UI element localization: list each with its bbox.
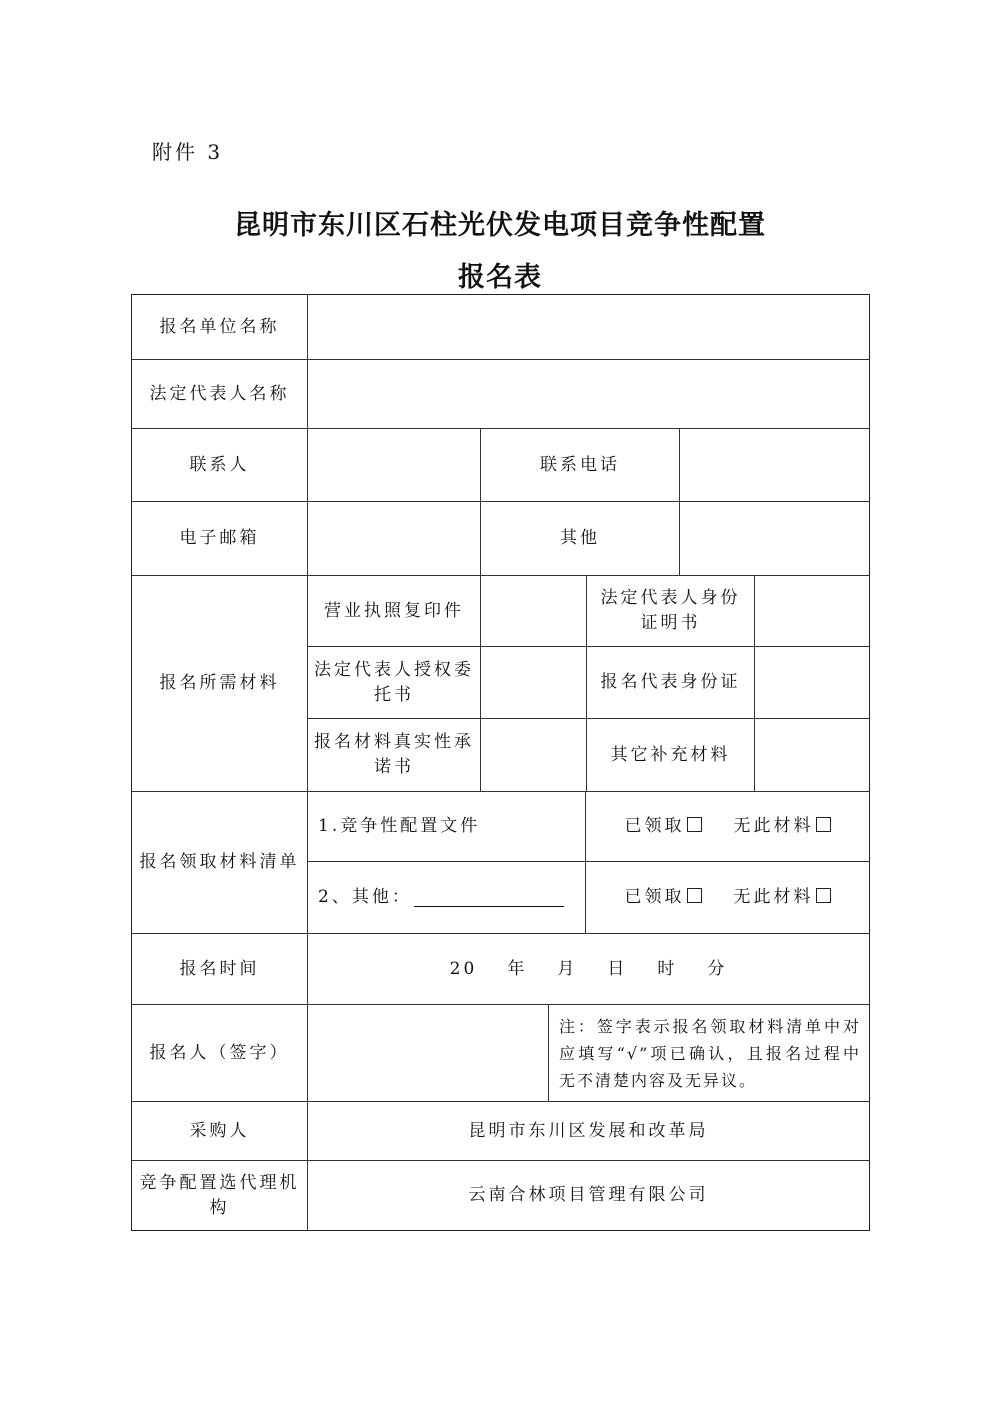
material-check-field[interactable] xyxy=(755,647,869,719)
materials-label: 报名所需材料 xyxy=(132,576,308,792)
none-checkbox[interactable] xyxy=(816,888,831,903)
legal-rep-name-field[interactable] xyxy=(308,360,869,429)
purchaser-label: 采购人 xyxy=(132,1102,308,1161)
email-label: 电子邮箱 xyxy=(132,502,308,576)
registration-form xyxy=(131,294,870,1231)
email-field[interactable] xyxy=(308,502,481,576)
unit-name-field[interactable] xyxy=(308,295,869,360)
other-label: 其他 xyxy=(481,502,680,576)
material-check-field[interactable] xyxy=(755,576,869,647)
purchaser-value: 昆明市东川区发展和改革局 xyxy=(308,1102,869,1161)
signature-label: 报名人（签字） xyxy=(132,1005,308,1102)
material-item: 其它补充材料 xyxy=(587,719,755,792)
unit-name-label: 报名单位名称 xyxy=(132,295,308,360)
signature-field[interactable] xyxy=(308,1005,549,1102)
other-field[interactable] xyxy=(680,502,869,576)
pickup-item: 2、其他： xyxy=(318,887,412,907)
contact-label: 联系人 xyxy=(132,429,308,502)
year-unit: 年 xyxy=(507,958,528,979)
material-check-field[interactable] xyxy=(481,647,587,719)
pickup-options xyxy=(586,862,869,934)
received-option-label: 已领取 xyxy=(624,887,685,907)
material-check-field[interactable] xyxy=(755,719,869,792)
none-option-label: 无此材料 xyxy=(733,887,814,907)
material-item: 报名代表身份证 xyxy=(587,647,755,719)
month-unit: 月 xyxy=(557,958,578,979)
day-unit: 日 xyxy=(607,958,628,979)
pickup-item: 1.竞争性配置文件 xyxy=(308,792,586,862)
received-checkbox[interactable] xyxy=(687,888,702,903)
signature-note: 注：签字表示报名领取材料清单中对应填写“√”项已确认，且报名过程中无不清楚内容及无异议。 xyxy=(549,1005,869,1102)
contact-field[interactable] xyxy=(308,429,481,502)
material-item: 法定代表人授权委托书 xyxy=(308,647,481,719)
material-check-field[interactable] xyxy=(481,576,587,647)
pickup-options xyxy=(586,792,869,862)
registration-time-field[interactable] xyxy=(308,934,869,1005)
agency-value: 云南合林项目管理有限公司 xyxy=(468,1185,709,1205)
material-item: 营业执照复印件 xyxy=(308,576,481,647)
minute-unit: 分 xyxy=(707,958,728,979)
attachment-label: 附件 3 xyxy=(152,140,224,164)
document-title: 昆明市东川区石柱光伏发电项目竞争性配置 xyxy=(234,210,766,241)
registration-time-label: 报名时间 xyxy=(132,934,308,1005)
other-material-input[interactable] xyxy=(414,888,564,907)
document-subtitle: 报名表 xyxy=(458,262,542,293)
received-checkbox[interactable] xyxy=(687,817,702,832)
hour-unit: 时 xyxy=(657,958,678,979)
received-option-label: 已领取 xyxy=(624,816,685,836)
material-item: 报名材料真实性承诺书 xyxy=(308,719,481,792)
year-prefix: 20 xyxy=(449,958,478,979)
agency-label: 竞争配置选代理机构 xyxy=(132,1161,308,1230)
material-item: 法定代表人身份证明书 xyxy=(587,576,755,647)
none-checkbox[interactable] xyxy=(816,817,831,832)
none-option-label: 无此材料 xyxy=(733,816,814,836)
material-check-field[interactable] xyxy=(481,719,587,792)
legal-rep-name-label: 法定代表人名称 xyxy=(132,360,308,429)
phone-field[interactable] xyxy=(680,429,869,502)
pickup-item-other xyxy=(308,862,586,934)
phone-label: 联系电话 xyxy=(481,429,680,502)
pickup-list-label: 报名领取材料清单 xyxy=(132,792,308,934)
